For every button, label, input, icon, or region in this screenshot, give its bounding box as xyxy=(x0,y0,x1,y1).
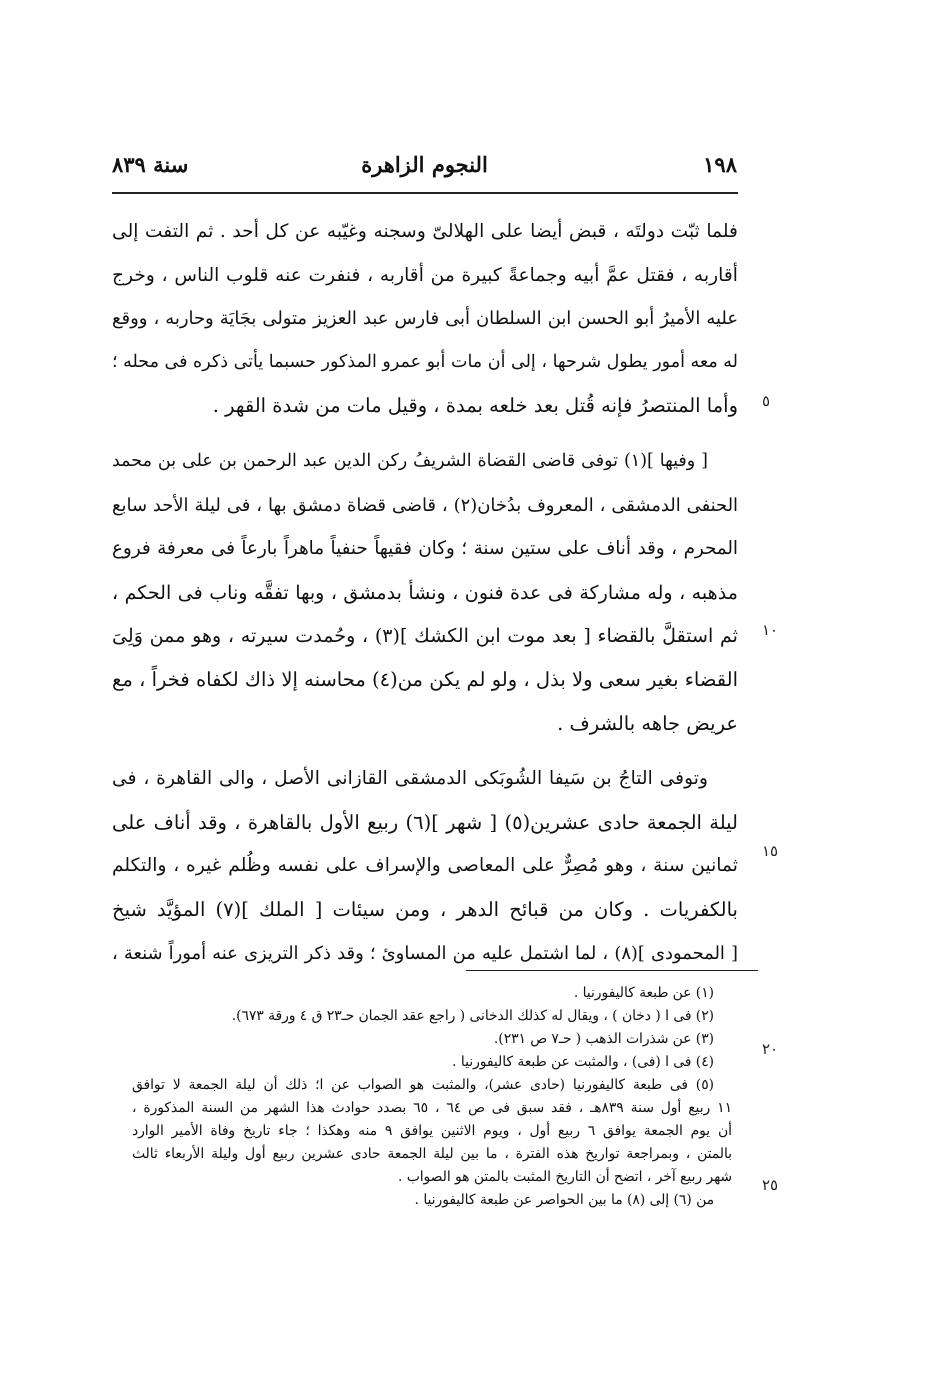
header-rule xyxy=(112,192,738,194)
text-line: أقاربه ، فقتل عمَّ أبيه وجماعةً كبيرة من أقاربه ، فنفرت عنه قلوب الناس ، وخرج xyxy=(112,264,738,286)
header-year: سنة ٨٣٩ xyxy=(112,152,189,177)
text-line: الحنفى الدمشقى ، المعروف بدُخان(٢) ، قاضى قضاة دمشق بها ، فى ليلة الأحد سابع xyxy=(112,494,738,516)
text-line: مذهبه ، وله مشاركة فى عدة فنون ، ونشأ بدمشق ، وبها تفقَّه وناب فى الحكم ، xyxy=(112,580,738,604)
main-text xyxy=(112,210,738,975)
footnote: أن يوم الجمعة يوافق ٦ ربيع أول ، ويوم الاثنين يوافق ٩ منه وهكذا ؛ جاء تاريخ وفاة الأمير الوارد xyxy=(132,1123,732,1139)
footnote-rule xyxy=(466,970,758,971)
text-line: القضاء بغير سعى ولا بذل ، ولو لم يكن من(٤) محاسنه إلا ذاك لكفاه فخراً ، مع xyxy=(112,667,738,691)
text-line: عريض جاهه بالشرف . xyxy=(557,711,738,735)
text-line: بالكفريات . وكان من قبائح الدهر ، ومن سيئات [ الملك ](٧) المؤيَّد شيخ xyxy=(112,897,738,921)
footnote: من (٦) إلى (٨) ما بين الحواصر عن طبعة كاليفورنيا . xyxy=(414,1192,714,1208)
line-number: ٢٥ xyxy=(762,1176,779,1194)
line-number: ٢٠ xyxy=(762,1040,779,1058)
line-number: ١٠ xyxy=(762,621,779,639)
text-line: [ المحمودى ](٨) ، لما اشتمل عليه من المساوئ ؛ وقد ذكر التريزى عنه أموراً شنعة ، xyxy=(112,942,738,964)
footnote: (٣) عن شذرات الذهب ( حـ٧ ص ٢٣١). xyxy=(493,1031,714,1047)
footnote: شهر ربيع آخر ، اتضح أن التاريخ المثبت بالمتن هو الصواب . xyxy=(397,1169,732,1185)
line-number: ١٥ xyxy=(762,842,779,860)
text-line: فلما ثبّت دولتَه ، قبض أيضا على الهلالىّ وسجنه وغيّبه عن كل أحد . ثم التفت إلى xyxy=(112,221,738,242)
footnote: (٢) فى ا ( دخان ) ، ويقال له كذلك الدخانى ( راجع عقد الجمان حـ٢٣ ق ٤ ورقة ٦٧٣). xyxy=(231,1008,714,1024)
page-number: ١٩٨ xyxy=(703,152,737,177)
text-line: عليه الأميرُ أبو الحسن ابن السلطان أبى فارس عبد العزيز متولى بجَايَة وحاربه ، ووقع xyxy=(112,308,738,330)
footnote: (٥) فى طبعة كاليفورنيا (حادى عشر)، والمثبت هو الصواب عن ا؛ ذلك أن ليلة الجمعة لا توافق xyxy=(132,1077,714,1093)
book-title: النجوم الزاهرة xyxy=(361,152,488,177)
text-line: [ وفيها ](١) توفى قاضى القضاة الشريفُ ركن الدين عبد الرحمن بن على بن محمد xyxy=(112,450,708,471)
footnote: ١١ ربيع أول سنة ٨٣٩هـ ، فقد سبق فى ص ٦٤ ، ٦٥ بصدد حوادث هذا الشهر من السنة المذكورة ، xyxy=(132,1100,732,1116)
text-line: ثم استقلَّ بالقضاء [ بعد موت ابن الكشك ](٣) ، وحُمدت سيرته ، وهو ممن وَلِىَ xyxy=(112,624,738,648)
line-number: ٥ xyxy=(762,392,771,410)
footnote: (٤) فى ا (فى) ، والمثبت عن طبعة كاليفورنيا . xyxy=(452,1054,714,1070)
text-line: ليلة الجمعة حادى عشرين(٥) [ شهر ](٦) ربيع الأول بالقاهرة ، وقد أناف على xyxy=(112,810,738,834)
text-line: وأما المنتصرُ فإنه قُتل بعد خلعه بمدة ، وقيل مات من شدة القهر . xyxy=(212,394,738,418)
running-header xyxy=(112,152,737,188)
text-line: له معه أمور يطول شرحها ، إلى أن مات أبو عمرو المذكور حسبما يأتى ذكره فى محله ؛ xyxy=(112,351,738,372)
text-line: وتوفى التاجُ بن سَيفا الشُوبَكى الدمشقى القازانى الأصل ، والى القاهرة ، فى xyxy=(112,768,708,790)
text-line: المحرم ، وقد أناف على ستين سنة ؛ وكان فقيهاً حنفياً ماهراً بارعاً فى معرفة فروع xyxy=(112,538,738,560)
footnote: (١) عن طبعة كاليفورنيا . xyxy=(573,985,714,1001)
footnote: بالمتن ، وبمراجعة تواريخ هذه الفترة ، ما بين ليلة الجمعة حادى عشرين ربيع أول وليلة الأربعاء ثالث xyxy=(132,1146,732,1162)
footnotes xyxy=(132,982,732,1212)
text-line: ثمانين سنة ، وهو مُصِرٌّ على المعاصى والإسراف على نفسه وظُلم غيره ، والتكلم xyxy=(112,855,738,877)
